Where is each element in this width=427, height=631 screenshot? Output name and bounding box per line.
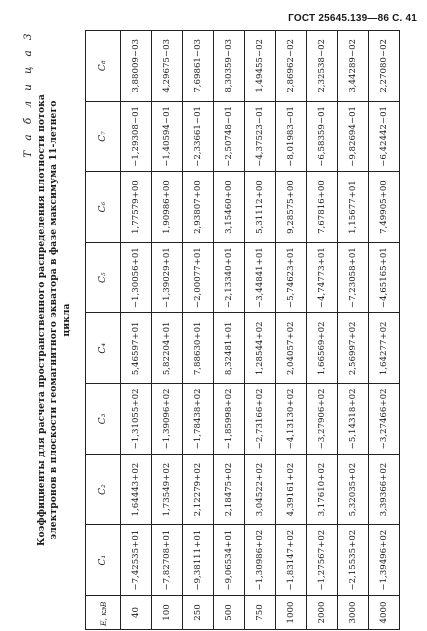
column-header: C₅ [86, 242, 121, 313]
table-header-row [86, 31, 121, 630]
energy-cell: 250 [183, 596, 214, 630]
coefficient-cell: 2,04057+02 [276, 313, 307, 384]
coefficient-cell: 1,73549+02 [152, 454, 183, 525]
coefficient-cell: −2,50748−01 [214, 101, 245, 172]
coefficient-cell: −2,73166+02 [245, 384, 276, 455]
coefficient-cell: −6,58359−01 [307, 101, 338, 172]
table-row [214, 31, 245, 630]
coefficient-cell: 4,29675−03 [152, 31, 183, 102]
table-caption [36, 50, 73, 590]
column-header: C₃ [86, 384, 121, 455]
table-row [121, 31, 152, 630]
coefficient-cell: 3,88009−03 [121, 31, 152, 102]
coefficient-cell: 5,32035+02 [338, 454, 369, 525]
coefficient-cell: 1,64277+02 [369, 313, 400, 384]
coefficient-cell: −2,13340+01 [214, 242, 245, 313]
coefficient-cell: 5,46597+01 [121, 313, 152, 384]
coefficient-cell: −1,39496+02 [369, 525, 400, 596]
coefficient-cell: −5,74623+01 [276, 242, 307, 313]
coefficient-cell: −9,38111+01 [183, 525, 214, 596]
caption-line: электронов в плоскости геомагнитного экватора в фазе максимума 11-летнего [48, 100, 60, 540]
coefficient-cell: −4,13130+02 [276, 384, 307, 455]
coefficient-cell: 5,82204+01 [152, 313, 183, 384]
table-row [245, 31, 276, 630]
energy-cell: 1000 [276, 596, 307, 630]
coefficient-cell: −7,82708+01 [152, 525, 183, 596]
coefficient-cell: −1,83147+02 [276, 525, 307, 596]
column-header: C₆ [86, 172, 121, 243]
caption-line: цикла [60, 303, 72, 337]
coefficient-cell: −4,65165+01 [369, 242, 400, 313]
coefficient-cell: 1,90986+00 [152, 172, 183, 243]
coefficient-cell: −3,27906+02 [307, 384, 338, 455]
coefficient-cell: 7,88630+01 [183, 313, 214, 384]
caption-line: Коэффициенты для расчета пространственного распределения плотности потока [36, 94, 47, 546]
coefficient-cell: −1,27567+02 [307, 525, 338, 596]
coefficient-cell: −1,30986+02 [245, 525, 276, 596]
coefficient-cell: −5,14318+02 [338, 384, 369, 455]
coefficient-cell: 5,31112+00 [245, 172, 276, 243]
coefficient-cell: 1,66569+02 [307, 313, 338, 384]
coefficient-cell: −2,33661−01 [183, 101, 214, 172]
table-row [152, 31, 183, 630]
coefficient-cell: 1,15677+01 [338, 172, 369, 243]
column-header: Е, кэВ [86, 596, 121, 630]
coefficient-cell: −2,15535+02 [338, 525, 369, 596]
coefficient-cell: −1,78438+02 [183, 384, 214, 455]
table-row [183, 31, 214, 630]
energy-cell: 4000 [369, 596, 400, 630]
column-header: C₄ [86, 313, 121, 384]
column-header: C₇ [86, 101, 121, 172]
coefficient-cell: −1,31055+02 [121, 384, 152, 455]
table-label: Т а б л и ц а 3 [22, 30, 34, 158]
table-row [369, 31, 400, 630]
coefficient-cell: 1,77579+00 [121, 172, 152, 243]
coefficient-cell: −1,40594−01 [152, 101, 183, 172]
coefficient-cell: −4,74773+01 [307, 242, 338, 313]
coefficient-cell: −1,30056+01 [121, 242, 152, 313]
coefficient-cell: −6,42442−01 [369, 101, 400, 172]
coefficient-cell: 7,69861−03 [183, 31, 214, 102]
coefficient-cell: 2,27080−02 [369, 31, 400, 102]
coefficient-cell: 1,64443+02 [121, 454, 152, 525]
energy-cell: 40 [121, 596, 152, 630]
energy-cell: 500 [214, 596, 245, 630]
energy-cell: 100 [152, 596, 183, 630]
column-header: C₂ [86, 454, 121, 525]
coefficient-cell: −7,42535+01 [121, 525, 152, 596]
coefficient-cell: 8,32481+01 [214, 313, 245, 384]
coefficient-cell: −4,37523−01 [245, 101, 276, 172]
coefficient-cell: −1,39096+02 [152, 384, 183, 455]
coefficient-cell: 2,86962−02 [276, 31, 307, 102]
column-header: C₈ [86, 31, 121, 102]
rotated-table-block [22, 30, 402, 630]
coefficient-cell: 3,17610+02 [307, 454, 338, 525]
coefficient-cell: 3,04522+02 [245, 454, 276, 525]
coefficient-cell: 3,39366+02 [369, 454, 400, 525]
energy-cell: 2000 [307, 596, 338, 630]
coefficient-cell: −8,01983−01 [276, 101, 307, 172]
coefficient-cell: 9,28575+00 [276, 172, 307, 243]
coefficient-cell: −3,44841+01 [245, 242, 276, 313]
coefficient-cell: −1,29308−01 [121, 101, 152, 172]
coefficient-cell: −9,06534+01 [214, 525, 245, 596]
coefficients-table [85, 30, 400, 630]
energy-cell: 750 [245, 596, 276, 630]
coefficient-cell: −1,39029+01 [152, 242, 183, 313]
column-header: C₁ [86, 525, 121, 596]
coefficient-cell: 3,15460+00 [214, 172, 245, 243]
coefficient-cell: 2,56997+02 [338, 313, 369, 384]
table-row [276, 31, 307, 630]
coefficient-cell: −1,85998+02 [214, 384, 245, 455]
coefficient-cell: 7,67816+00 [307, 172, 338, 243]
page-header: ГОСТ 25645.139—86 С. 41 [288, 13, 417, 24]
coefficient-cell: −9,82694−01 [338, 101, 369, 172]
coefficient-cell: 1,49455−02 [245, 31, 276, 102]
energy-cell: 3000 [338, 596, 369, 630]
coefficient-cell: 2,18475+02 [214, 454, 245, 525]
coefficient-cell: 3,44289−02 [338, 31, 369, 102]
coefficient-cell: 2,12279+02 [183, 454, 214, 525]
coefficient-cell: 4,39161+02 [276, 454, 307, 525]
table-row [338, 31, 369, 630]
coefficient-cell: 1,28544+02 [245, 313, 276, 384]
coefficient-cell: 2,93807+00 [183, 172, 214, 243]
coefficient-cell: 7,49905+00 [369, 172, 400, 243]
coefficient-cell: −3,27466+02 [369, 384, 400, 455]
coefficient-cell: 8,30359−03 [214, 31, 245, 102]
coefficient-cell: −2,00077+01 [183, 242, 214, 313]
coefficient-cell: −7,23058+01 [338, 242, 369, 313]
coefficient-cell: 2,32538−02 [307, 31, 338, 102]
table-row [307, 31, 338, 630]
